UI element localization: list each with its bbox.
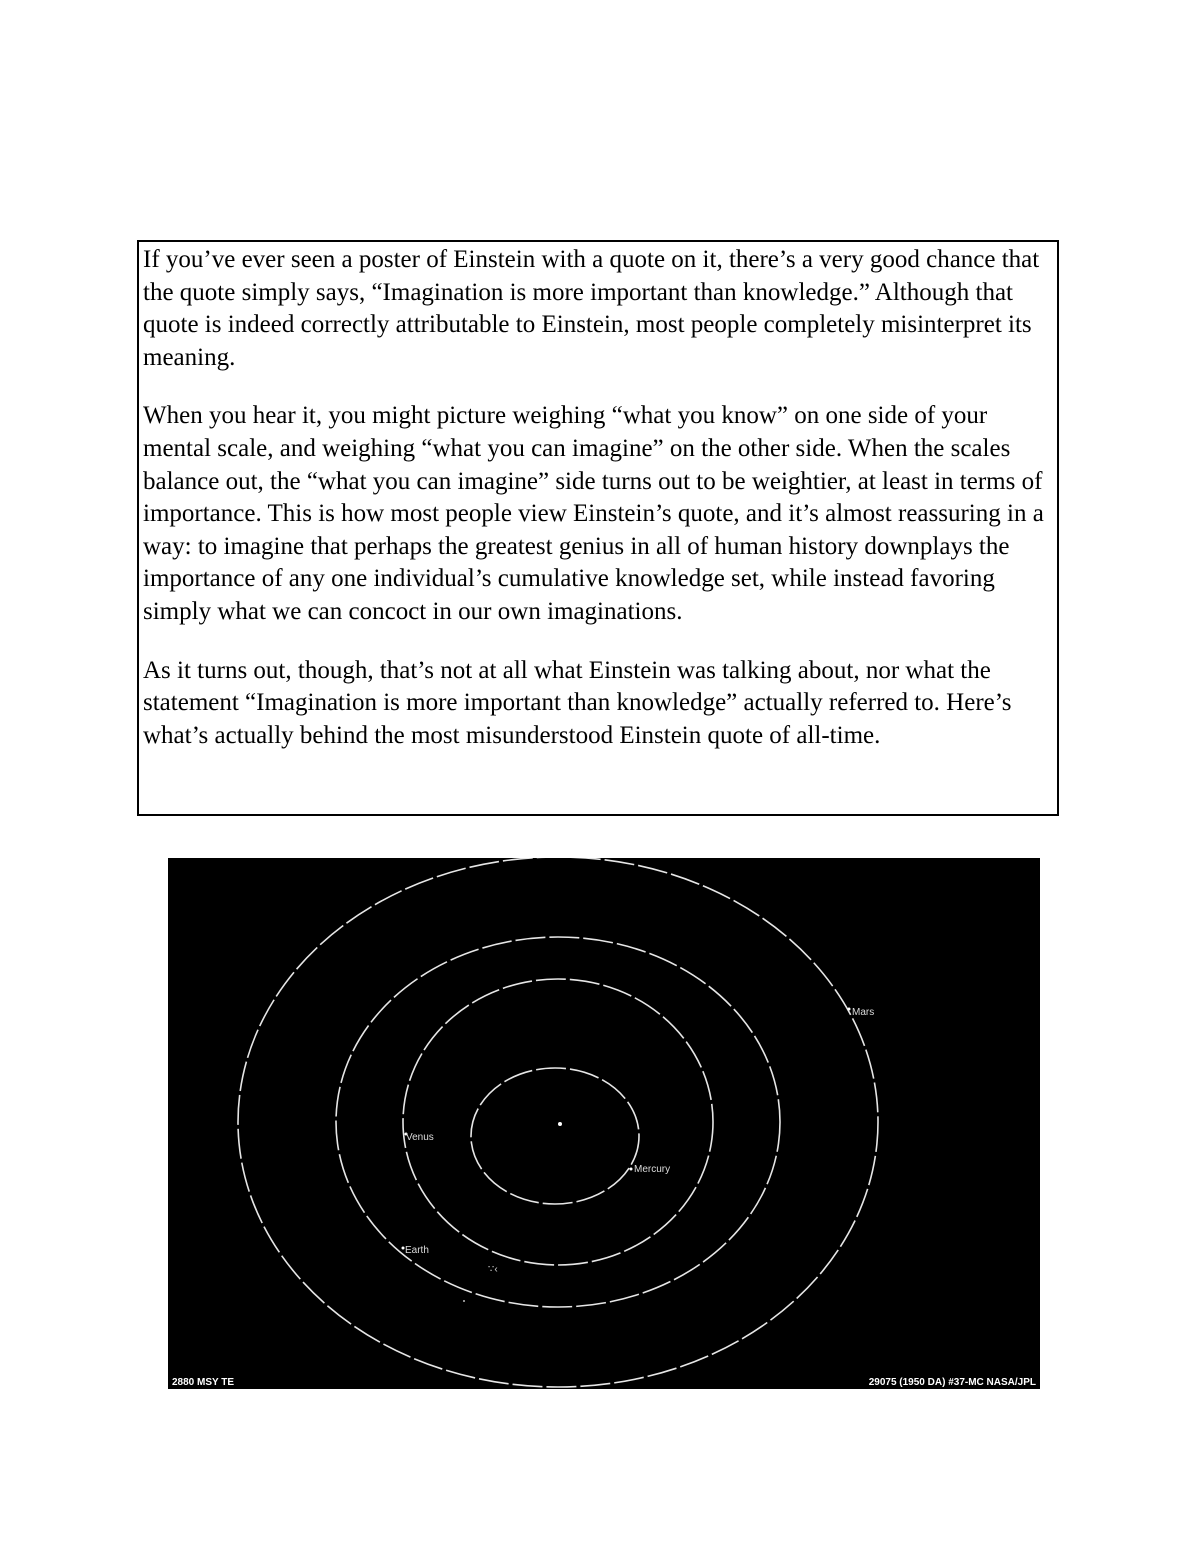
mercury-label: Mercury [634, 1164, 671, 1175]
caption-left: 2880 MSY TE [172, 1377, 235, 1388]
article-paragraph-1: If you’ve ever seen a poster of Einstein with a quote on it, there’s a very good chance that the quote simply says, “Imagination is more important than knowledge.” Although that quote is indeed correctly attributable to Einstein, most people completely misinterpret its meaning. [143, 246, 1040, 371]
venus-label: Venus [406, 1132, 434, 1143]
diagram-background [168, 858, 1040, 1389]
article-text-box [137, 240, 1059, 816]
earth-label: Earth [405, 1245, 429, 1256]
asteroid-marker-icon: ∵‹ [488, 1264, 498, 1275]
article-paragraph-3: As it turns out, though, that’s not at all what Einstein was talking about, nor what the statement “Imagination is more important than knowledge” actually referred to. Here’s what’s actually behind the most misunderstood Einstein quote of all-time. [143, 656, 1012, 749]
orbit-diagram-svg [168, 858, 1040, 1389]
mars-marker [848, 1008, 851, 1011]
mars-label: Mars [852, 1007, 875, 1018]
orbit-diagram-image [168, 858, 1040, 1389]
asteroid-trail-dot [463, 1300, 465, 1302]
article-paragraph-2: When you hear it, you might picture weighing “what you know” on one side of your mental scale, and weighing “what you can imagine” on the other side. When the scales balance out, the “what you can imagine” side turns out to be weightier, at least in terms of importance. This is how most people view Einstein’s quote, and it’s almost reassuring in a way: to imagine that perhaps the greatest genius in all of human history downplays the importance of any one individual’s cumulative knowledge set, while instead favoring simply what we can concoct in our own imaginations. [143, 402, 1044, 625]
mercury-marker [630, 1168, 633, 1171]
sun-dot [558, 1122, 562, 1126]
caption-right: 29075 (1950 DA) #37-MC NASA/JPL [868, 1377, 1036, 1388]
